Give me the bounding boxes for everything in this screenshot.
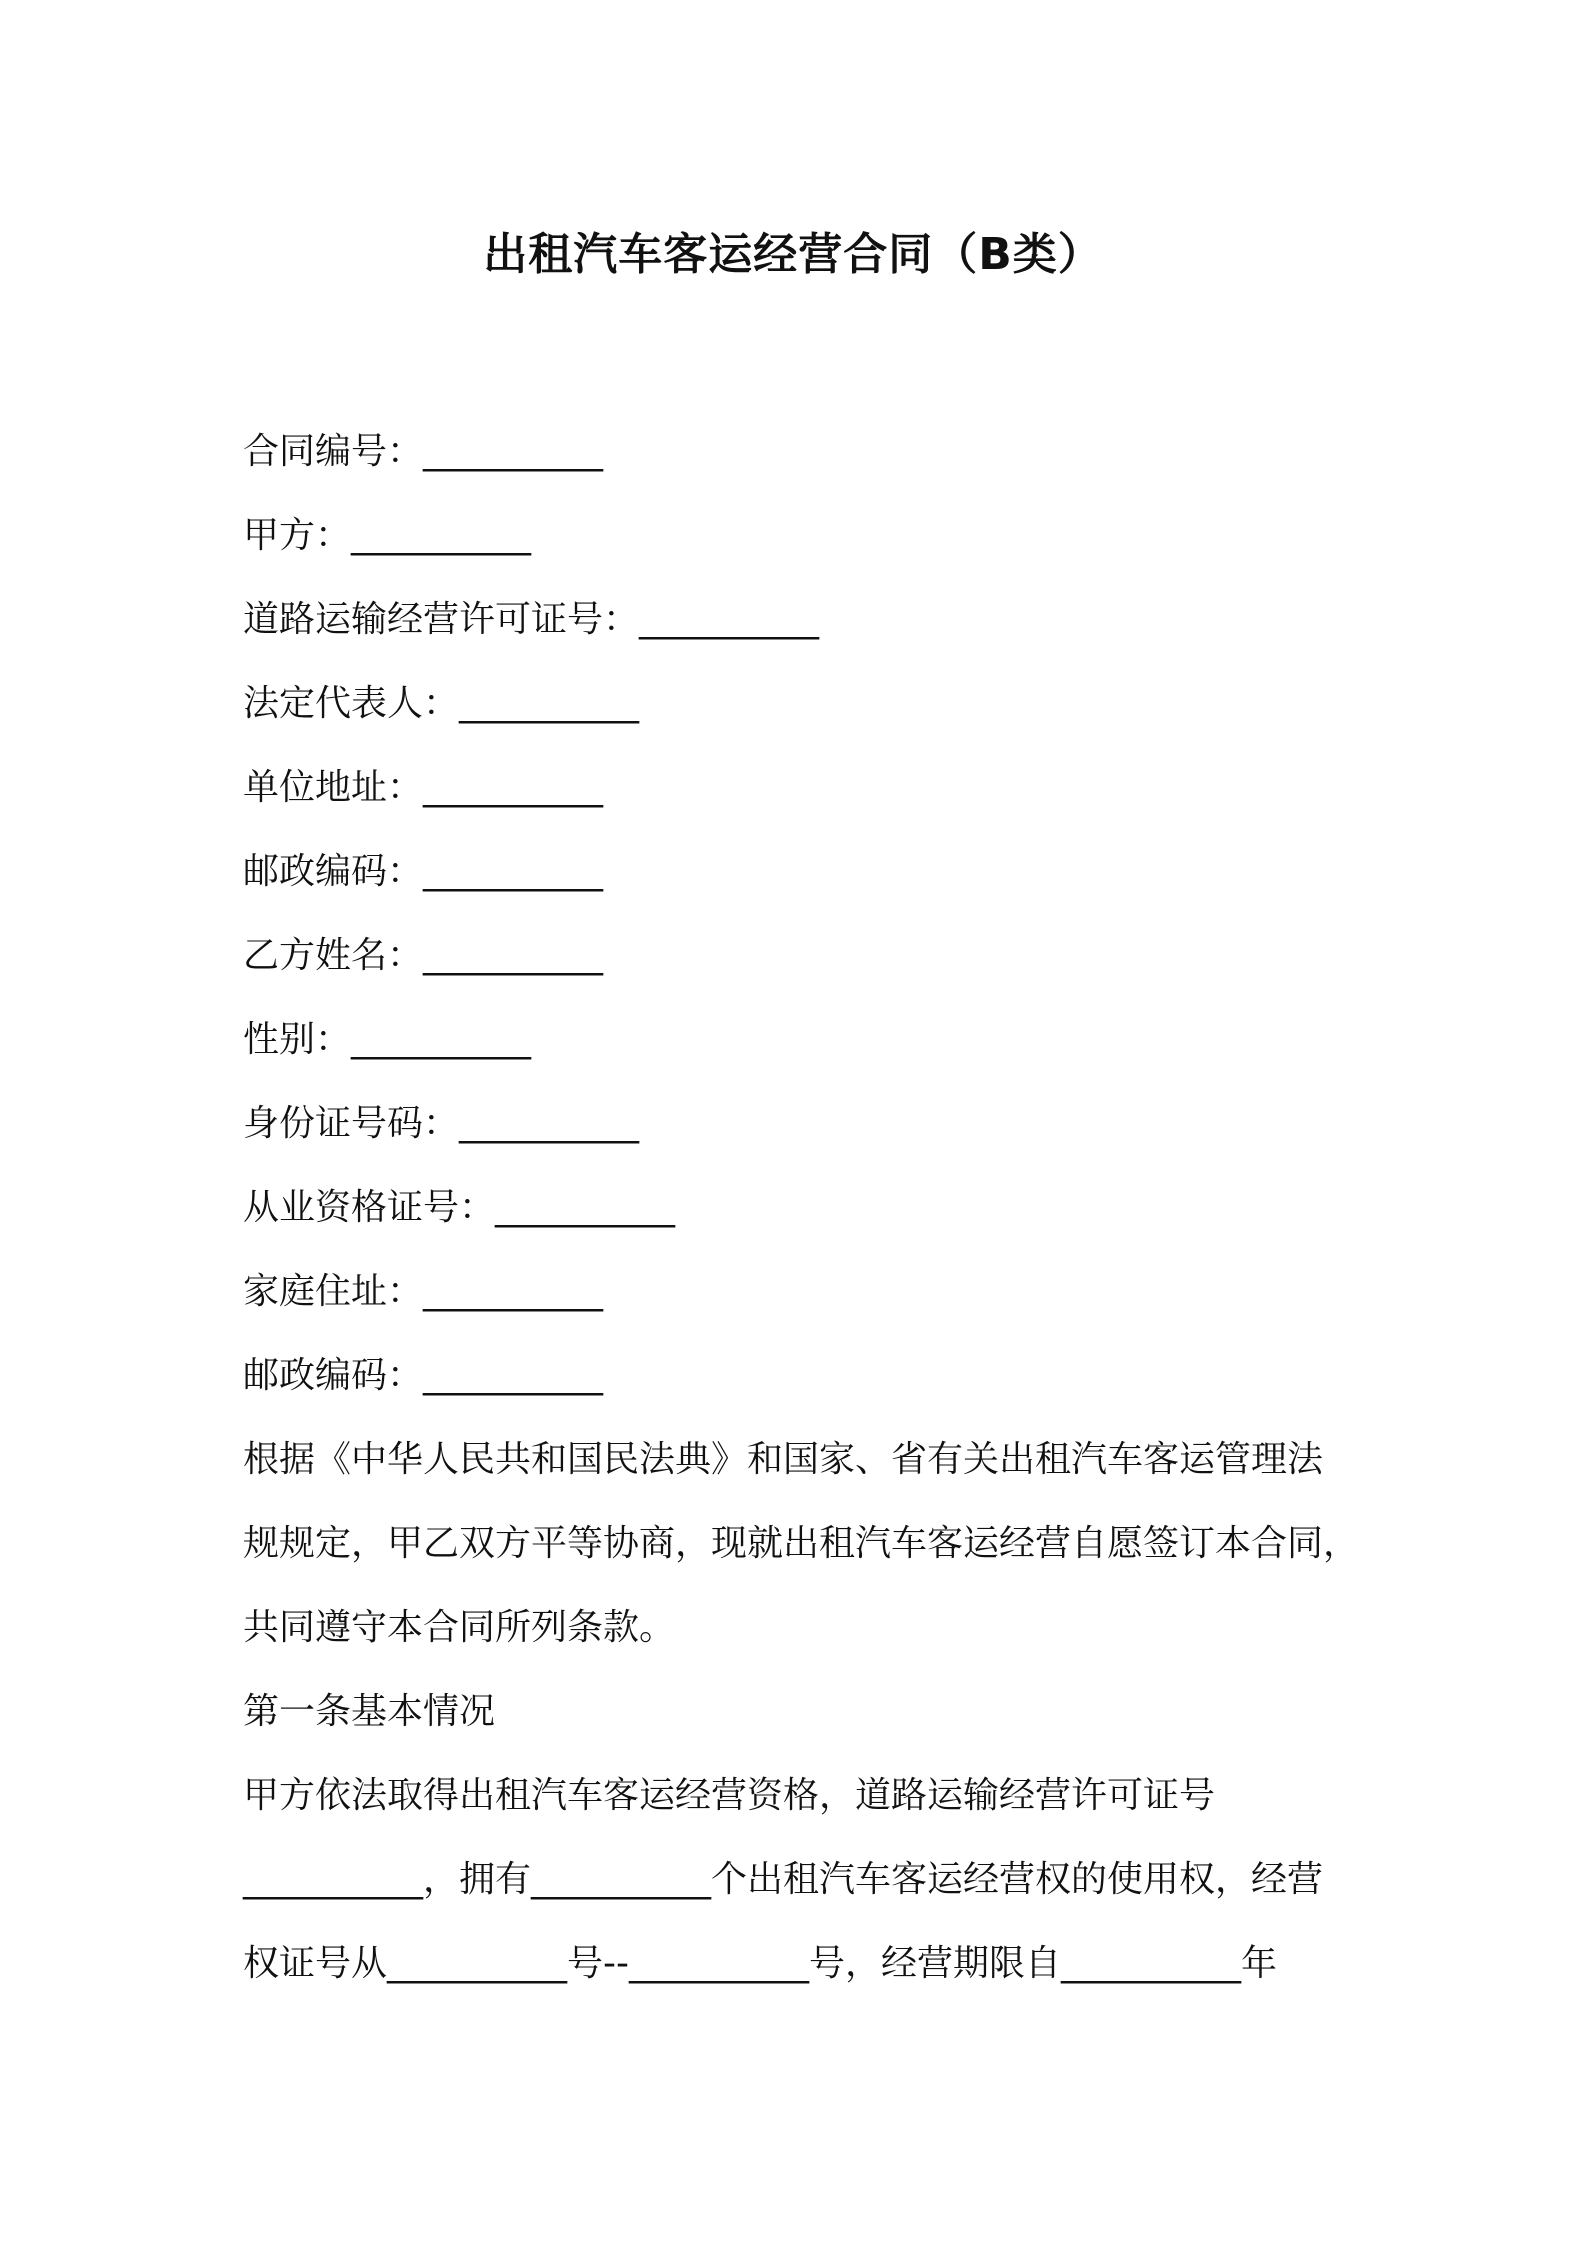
preamble-line: 根据《中华人民共和国民法典》和国家、省有关出租汽车客运管理法 — [243, 1439, 1324, 1480]
field-home-address: 家庭住址：__________ — [243, 1271, 604, 1312]
article-1-heading: 第一条基本情况 — [243, 1691, 496, 1732]
preamble-line: 共同遵守本合同所列条款。 — [243, 1607, 676, 1648]
article-1-line: 甲方依法取得出租汽车客运经营资格，道路运输经营许可证号 — [243, 1775, 1216, 1816]
article-1-paragraph — [243, 1754, 1363, 2006]
article-1-line: __________，拥有__________个出租汽车客运经营权的使用权，经营 — [243, 1859, 1324, 1900]
article-1-line: 权证号从__________号--__________号，经营期限自__________年 — [243, 1943, 1277, 1984]
field-qualification-number: 从业资格证号：__________ — [243, 1187, 676, 1228]
field-id-number: 身份证号码：__________ — [243, 1103, 640, 1144]
document-body — [243, 410, 1363, 2006]
field-party-b-name: 乙方姓名：__________ — [243, 935, 604, 976]
preamble-paragraph — [243, 1418, 1363, 1670]
field-transport-license-number: 道路运输经营许可证号：__________ — [243, 599, 820, 640]
field-home-postal-code: 邮政编码：__________ — [243, 1355, 604, 1396]
field-company-address: 单位地址：__________ — [243, 767, 604, 808]
field-gender: 性别：__________ — [243, 1019, 532, 1060]
field-contract-number: 合同编号：__________ — [243, 431, 604, 472]
field-legal-representative: 法定代表人：__________ — [243, 683, 640, 724]
field-company-postal-code: 邮政编码：__________ — [243, 851, 604, 892]
preamble-line: 规规定，甲乙双方平等协商，现就出租汽车客运经营自愿签订本合同， — [243, 1523, 1360, 1564]
field-party-a: 甲方：__________ — [243, 515, 532, 556]
document-title: 出租汽车客运经营合同（B类） — [483, 229, 1103, 280]
